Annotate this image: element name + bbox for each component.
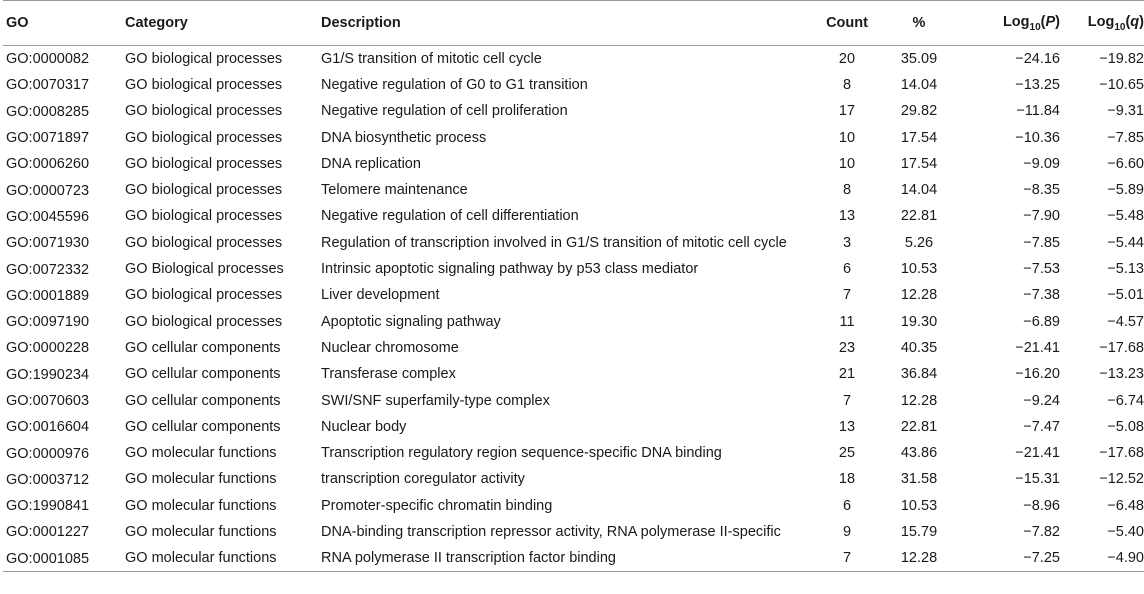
cell-description: Nuclear body: [321, 418, 407, 435]
cell-category: GO Biological processes: [125, 261, 284, 278]
cell-count: 3: [842, 234, 852, 251]
cell-count: 10: [838, 155, 856, 172]
cell-percent: 22.81: [900, 418, 938, 435]
cell-go-id: GO:0072332: [6, 261, 90, 278]
cell-description: G1/S transition of mitotic cell cycle: [321, 50, 542, 67]
cell-description: DNA biosynthetic process: [321, 129, 487, 146]
cell-log-q: −9.31: [1107, 103, 1144, 120]
cell-log-p: −21.41: [1015, 445, 1060, 462]
cell-count: 6: [842, 261, 852, 278]
cell-description: Liver development: [321, 287, 440, 304]
cell-log-q: −6.60: [1107, 155, 1144, 172]
cell-count: 18: [838, 471, 856, 488]
cell-description: Nuclear chromosome: [321, 339, 459, 356]
table-row: [3, 98, 1144, 124]
cell-category: GO biological processes: [125, 208, 283, 225]
table-row: [3, 361, 1144, 387]
cell-log-p: −13.25: [1015, 76, 1060, 93]
cell-count: 20: [838, 50, 856, 67]
cell-count: 8: [842, 182, 852, 199]
cell-category: GO molecular functions: [125, 497, 277, 514]
cell-description: Negative regulation of cell differentiation: [321, 208, 579, 225]
cell-description: Promoter-specific chromatin binding: [321, 497, 553, 514]
cell-go-id: GO:0001227: [6, 524, 90, 541]
cell-go-id: GO:0070317: [6, 77, 90, 94]
cell-percent: 10.53: [900, 261, 938, 278]
cell-log-q: −17.68: [1099, 445, 1144, 462]
cell-count: 17: [838, 103, 856, 120]
cell-go-id: GO:0006260: [6, 156, 90, 173]
cell-go-id: GO:0001085: [3, 545, 125, 571]
cell-percent: 35.09: [900, 50, 938, 67]
cell-log-q: −5.08: [1107, 418, 1144, 435]
cell-percent: 29.82: [900, 103, 938, 120]
cell-description: Intrinsic apoptotic signaling pathway by p53 class mediator: [321, 261, 699, 278]
header-percent: %: [871, 1, 967, 46]
cell-category: GO biological processes: [125, 155, 283, 172]
cell-category: GO molecular functions: [125, 523, 277, 540]
header-log-p-var: P: [1045, 13, 1056, 30]
table-header: [3, 1, 1144, 46]
cell-go-id: GO:1990234: [6, 366, 90, 383]
cell-go-id: GO:0000976: [6, 445, 90, 462]
cell-description: Regulation of transcription involved in G1/S transition of mitotic cell cycle: [321, 234, 787, 251]
cell-category: GO molecular functions: [125, 471, 277, 488]
table-row: [3, 203, 1144, 229]
cell-count: 11: [839, 313, 855, 330]
cell-go-id: GO:0045596: [6, 208, 90, 225]
cell-percent: 31.58: [900, 471, 938, 488]
cell-category: GO biological processes: [125, 234, 283, 251]
cell-description: SWI/SNF superfamily-type complex: [321, 392, 550, 409]
cell-log-q: −6.48: [1107, 497, 1144, 514]
cell-category: GO cellular components: [125, 366, 281, 383]
cell-percent: 14.04: [900, 76, 938, 93]
cell-go-id: GO:0097190: [6, 314, 90, 331]
cell-log-p: −6.89: [1023, 313, 1060, 330]
cell-count: 13: [838, 418, 856, 435]
cell-log-q: −6.74: [1107, 392, 1144, 409]
cell-percent: 40.35: [900, 339, 938, 356]
cell-log-p: −7.47: [1023, 418, 1060, 435]
table-row: [3, 256, 1144, 282]
table-row: [3, 335, 1144, 361]
cell-log-q: −5.01: [1107, 287, 1144, 304]
cell-percent: 43.86: [900, 445, 938, 462]
cell-description: Apoptotic signaling pathway: [321, 313, 501, 330]
table-row: [3, 545, 1144, 571]
cell-log-p: −16.20: [1015, 366, 1060, 383]
cell-log-q: −5.13: [1107, 261, 1144, 278]
cell-log-q: −17.68: [1099, 339, 1144, 356]
cell-percent: 12.28: [871, 545, 967, 571]
table-row: [3, 466, 1144, 492]
header-log-p-sub: 10: [1029, 21, 1041, 33]
cell-count: 7: [823, 545, 871, 571]
table-body: [3, 46, 1144, 572]
cell-count: 7: [842, 287, 852, 304]
cell-percent: 17.54: [900, 129, 938, 146]
table-row: [3, 124, 1144, 150]
cell-count: 10: [838, 129, 856, 146]
table-row: [3, 72, 1144, 98]
cell-percent: 14.04: [900, 182, 938, 199]
cell-percent: 12.28: [900, 392, 938, 409]
cell-log-p: −7.38: [1023, 287, 1060, 304]
cell-count: 8: [842, 76, 852, 93]
cell-count: 9: [842, 523, 852, 540]
cell-percent: 22.81: [900, 208, 938, 225]
header-log-p-base: Log: [1002, 13, 1030, 30]
cell-description: Telomere maintenance: [321, 182, 468, 199]
cell-description: Transferase complex: [321, 366, 456, 383]
cell-count: 6: [842, 497, 852, 514]
cell-log-q: −10.65: [1099, 76, 1144, 93]
cell-category: GO cellular components: [125, 418, 281, 435]
cell-log-p: −11.84: [1016, 103, 1060, 120]
cell-description: transcription coregulator activity: [321, 471, 525, 488]
cell-log-p: −21.41: [1015, 339, 1060, 356]
cell-go-id: GO:0071930: [6, 235, 90, 252]
cell-log-q: −5.48: [1107, 208, 1144, 225]
cell-log-q: −7.85: [1107, 129, 1144, 146]
cell-description: DNA-binding transcription repressor activity, RNA polymerase II-specific: [321, 523, 781, 540]
cell-log-p: −7.25: [967, 545, 1060, 571]
cell-go-id: GO:0070603: [6, 393, 90, 409]
cell-category: GO biological processes: [125, 129, 283, 146]
cell-go-id: GO:0016604: [6, 419, 90, 436]
header-log-q-var: q: [1130, 13, 1140, 30]
table-row: [3, 493, 1144, 519]
header-log-q: Log$_{10}$(q): [1060, 1, 1144, 46]
cell-log-p: −10.36: [1015, 129, 1060, 146]
table-row: [3, 387, 1144, 413]
cell-go-id: GO:1990841: [6, 498, 90, 515]
cell-go-id: GO:0000082: [6, 51, 90, 68]
cell-go-id: GO:0000228: [6, 340, 90, 357]
cell-count: 7: [842, 392, 852, 409]
table-row: [3, 519, 1144, 545]
cell-log-p: −7.53: [1023, 261, 1060, 278]
table-row: [3, 230, 1144, 256]
table-row: [3, 177, 1144, 203]
cell-log-p: −9.09: [1023, 155, 1060, 172]
cell-description: DNA replication: [321, 155, 421, 172]
table-row: [3, 46, 1144, 72]
cell-log-q: −19.82: [1099, 50, 1144, 67]
cell-category: GO biological processes: [125, 50, 283, 67]
cell-description: Negative regulation of G0 to G1 transition: [321, 76, 588, 93]
cell-description: Negative regulation of cell proliferation: [321, 103, 568, 120]
cell-category: GO biological processes: [125, 76, 283, 93]
cell-log-q: −12.52: [1099, 471, 1144, 488]
cell-description: Transcription regulatory region sequence-specific DNA binding: [321, 445, 722, 462]
cell-log-p: −7.90: [1023, 208, 1060, 225]
cell-go-id: GO:0001889: [6, 287, 90, 304]
cell-count: 13: [838, 208, 856, 225]
cell-log-q: −5.44: [1107, 234, 1144, 251]
table-row: [3, 414, 1144, 440]
cell-percent: 10.53: [900, 497, 938, 514]
cell-go-id: GO:0003712: [6, 471, 90, 488]
cell-go-id: GO:0071897: [6, 130, 90, 147]
cell-go-id: GO:0008285: [6, 103, 90, 120]
cell-log-p: −15.31: [1015, 471, 1060, 488]
cell-log-q: −5.89: [1107, 182, 1144, 199]
cell-log-q: −5.40: [1107, 523, 1144, 540]
cell-category: GO cellular components: [125, 339, 281, 356]
cell-log-p: −8.35: [1023, 182, 1060, 199]
header-description: Description: [321, 1, 823, 46]
cell-log-p: −7.85: [1023, 234, 1060, 251]
header-log-p: Log$_{10}$(P): [967, 1, 1060, 46]
cell-percent: 19.30: [900, 313, 938, 330]
header-go: GO: [3, 1, 125, 46]
table-row: [3, 308, 1144, 334]
cell-log-q: −13.23: [1099, 366, 1144, 383]
header-log-q-sub: 10: [1114, 21, 1126, 33]
cell-count: 25: [838, 445, 856, 462]
cell-category: GO molecular functions: [125, 445, 277, 462]
cell-count: 23: [838, 339, 856, 356]
cell-log-p: −7.82: [1023, 523, 1060, 540]
cell-log-p: −9.24: [1023, 392, 1060, 409]
header-category: Category: [125, 1, 321, 46]
cell-log-p: −24.16: [1015, 50, 1060, 67]
cell-percent: 12.28: [900, 287, 938, 304]
header-log-q-base: Log: [1087, 13, 1115, 30]
cell-category: GO biological processes: [125, 182, 283, 199]
cell-percent: 17.54: [900, 155, 938, 172]
cell-category: GO molecular functions: [125, 545, 321, 571]
table-row: [3, 440, 1144, 466]
cell-percent: 15.79: [900, 523, 938, 540]
cell-log-q: −4.57: [1107, 313, 1144, 330]
go-enrichment-table: [3, 0, 1144, 572]
header-row: [3, 1, 1144, 46]
cell-log-p: −8.96: [1023, 497, 1060, 514]
cell-count: 21: [838, 366, 856, 383]
cell-percent: 5.26: [904, 234, 934, 251]
header-count: Count: [823, 1, 871, 46]
cell-description: RNA polymerase II transcription factor binding: [321, 545, 823, 571]
cell-category: GO cellular components: [125, 392, 281, 409]
cell-category: GO biological processes: [125, 287, 283, 304]
cell-category: GO biological processes: [125, 313, 283, 330]
cell-log-q: −4.90: [1060, 545, 1144, 571]
cell-go-id: GO:0000723: [6, 182, 90, 199]
table-row: [3, 282, 1144, 308]
cell-percent: 36.84: [900, 366, 938, 383]
table-row: [3, 151, 1144, 177]
cell-category: GO biological processes: [125, 103, 283, 120]
